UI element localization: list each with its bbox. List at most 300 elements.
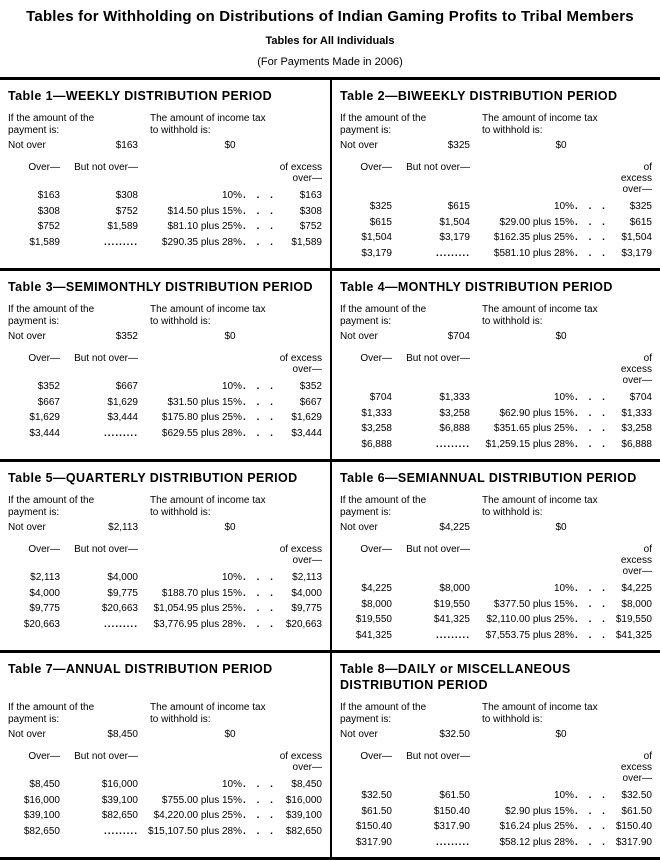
cell-excess-over: $8,450: [291, 779, 322, 790]
payment-amount-label: If the amount of the payment is:: [340, 304, 427, 327]
cell-tax-amount: 10%: [221, 190, 242, 201]
not-over-label: Not over: [8, 522, 46, 533]
cell-but-not-over: $1,504: [439, 216, 470, 228]
column-header-row: [8, 751, 322, 773]
cell-over: $3,258: [361, 423, 392, 434]
not-over-amount: $325: [447, 140, 470, 151]
table-row: [340, 437, 652, 453]
cell-but-not-over: .........: [103, 236, 138, 248]
cell-excess-over: $6,888: [621, 438, 652, 450]
column-header-over: Over—: [360, 162, 392, 173]
leader-dots: . . .: [243, 205, 277, 217]
cell-excess-over: $4,000: [291, 587, 322, 599]
column-header-excess-over: of excess over—: [620, 751, 652, 784]
withhold-amount-label: The amount of income tax to withhold is:: [482, 495, 598, 518]
cell-but-not-over: $1,589: [107, 221, 138, 232]
cell-but-not-over: $61.50: [439, 790, 470, 801]
column-header-but-not-over: But not over—: [74, 544, 138, 555]
cell-but-not-over: .........: [435, 836, 470, 848]
bracket-rows: [8, 777, 322, 839]
withholding-table: [0, 653, 330, 857]
column-header-but-not-over: But not over—: [74, 353, 138, 364]
cell-but-not-over: .........: [103, 427, 138, 439]
leader-dots: . . .: [243, 618, 277, 630]
table-row: [8, 204, 322, 220]
cell-over: $39,100: [23, 810, 60, 821]
cell-excess-over: $39,100: [285, 810, 322, 821]
cell-over: $16,000: [23, 794, 60, 806]
column-header-row: [340, 162, 652, 195]
not-over-label: Not over: [8, 140, 46, 151]
withholding-table: [330, 653, 660, 857]
column-header-but-not-over: But not over—: [406, 751, 470, 762]
payment-amount-label: If the amount of the payment is:: [8, 495, 95, 518]
column-header-but-not-over: But not over—: [406, 162, 470, 173]
table-row: [340, 612, 652, 628]
cell-but-not-over: .........: [103, 825, 138, 837]
cell-but-not-over: $82,650: [101, 810, 138, 821]
leader-dots: . . .: [243, 587, 277, 599]
cell-excess-over: $2,113: [292, 572, 322, 583]
cell-but-not-over: $3,179: [439, 232, 470, 243]
condition-header-row: [340, 113, 652, 136]
cell-over: $19,550: [355, 614, 392, 625]
leader-dots: . . .: [575, 821, 609, 832]
cell-but-not-over: $4,000: [107, 572, 138, 583]
condition-header-row: [340, 702, 652, 725]
cell-but-not-over: $150.40: [433, 805, 470, 817]
table-band: [0, 462, 660, 653]
table-title: Table 3—SEMIMONTHLY DISTRIBUTION PERIOD: [8, 280, 313, 294]
cell-over: $4,225: [361, 583, 392, 594]
cell-tax-amount: 10%: [553, 790, 574, 801]
cell-excess-over: $308: [299, 205, 322, 217]
cell-but-not-over: $317.90: [433, 821, 470, 832]
cell-over: $150.40: [355, 821, 392, 832]
cell-but-not-over: $8,000: [439, 583, 470, 594]
cell-excess-over: $1,504: [621, 232, 652, 243]
table-row: [8, 617, 322, 633]
withholding-table: [0, 462, 330, 650]
cell-but-not-over: $39,100: [101, 794, 138, 806]
cell-tax-amount: $1,259.15 plus 28%: [485, 438, 574, 450]
cell-over: $1,504: [361, 232, 392, 243]
cell-excess-over: $61.50: [621, 805, 652, 817]
cell-but-not-over: $1,629: [107, 396, 138, 408]
cell-excess-over: $4,225: [621, 583, 652, 594]
column-header-row: [8, 353, 322, 375]
cell-excess-over: $3,444: [291, 427, 322, 439]
column-header-excess-over: of excess over—: [279, 162, 322, 184]
leader-dots: . . .: [575, 216, 609, 228]
cell-but-not-over: $16,000: [101, 779, 138, 790]
cell-excess-over: $3,179: [621, 247, 652, 259]
column-header-over: Over—: [360, 544, 392, 555]
not-over-row: [8, 331, 322, 342]
withhold-amount-label: The amount of income tax to withhold is:: [150, 304, 266, 327]
leader-dots: . . .: [575, 629, 609, 641]
leader-dots: . . .: [575, 836, 609, 848]
not-over-label: Not over: [8, 729, 46, 740]
cell-tax-amount: $31.50 plus 15%: [167, 396, 242, 408]
cell-excess-over: $1,333: [621, 407, 652, 419]
cell-tax-amount: $755.00 plus 15%: [161, 794, 242, 806]
not-over-row: [340, 140, 652, 151]
bracket-rows: [340, 390, 652, 452]
not-over-tax: $0: [224, 331, 236, 342]
not-over-amount: $2,113: [108, 522, 138, 533]
withholding-table: [330, 80, 660, 268]
leader-dots: . . .: [575, 423, 609, 434]
payment-amount-label: If the amount of the payment is:: [8, 113, 95, 136]
cell-over: $6,888: [361, 438, 392, 450]
cell-over: $667: [37, 396, 60, 408]
not-over-tax: $0: [555, 729, 567, 740]
leader-dots: . . .: [575, 201, 609, 212]
cell-but-not-over: $1,333: [439, 392, 470, 403]
not-over-amount: $32.50: [439, 729, 470, 740]
not-over-amount: $704: [447, 331, 470, 342]
payment-amount-label: If the amount of the payment is:: [8, 304, 95, 327]
cell-tax-amount: 10%: [221, 381, 242, 392]
cell-over: $704: [369, 392, 392, 403]
cell-excess-over: $163: [299, 190, 322, 201]
leader-dots: . . .: [243, 412, 277, 423]
column-header-over: Over—: [28, 751, 60, 762]
not-over-tax: $0: [224, 729, 236, 740]
cell-tax-amount: 10%: [221, 779, 242, 790]
column-header-over: Over—: [28, 544, 60, 555]
cell-tax-amount: $2.90 plus 15%: [505, 805, 574, 817]
table-row: [340, 835, 652, 851]
cell-but-not-over: $3,258: [439, 407, 470, 419]
cell-over: $41,325: [355, 629, 392, 641]
leader-dots: . . .: [243, 825, 277, 837]
table-title: Table 2—BIWEEKLY DISTRIBUTION PERIOD: [340, 89, 618, 103]
cell-over: $20,663: [23, 618, 60, 630]
cell-tax-amount: $175.80 plus 25%: [161, 412, 242, 423]
not-over-tax: $0: [224, 522, 236, 533]
cell-tax-amount: 10%: [553, 201, 574, 212]
cell-over: $1,629: [29, 412, 60, 423]
table-band: [0, 653, 660, 860]
leader-dots: . . .: [575, 438, 609, 450]
cell-but-not-over: $19,550: [433, 598, 470, 610]
table-row: [340, 804, 652, 820]
table-row: [8, 410, 322, 426]
withhold-amount-label: The amount of income tax to withhold is:: [482, 702, 598, 725]
cell-tax-amount: 10%: [553, 583, 574, 594]
not-over-row: [340, 331, 652, 342]
leader-dots: . . .: [243, 427, 277, 439]
not-over-label: Not over: [340, 522, 378, 533]
cell-over: $2,113: [30, 572, 60, 583]
table-row: [340, 597, 652, 613]
document-header: [0, 0, 660, 68]
cell-tax-amount: $351.65 plus 25%: [493, 423, 574, 434]
table-row: [8, 586, 322, 602]
column-header-excess-over: of excess over—: [620, 544, 652, 577]
table-row: [8, 188, 322, 204]
cell-over: $325: [369, 201, 392, 212]
leader-dots: . . .: [575, 790, 609, 801]
cell-over: $752: [37, 221, 60, 232]
column-header-excess-over: of excess over—: [279, 544, 322, 566]
cell-excess-over: $16,000: [285, 794, 322, 806]
table-band: [0, 271, 660, 462]
cell-excess-over: $704: [629, 392, 652, 403]
column-header-row: [8, 544, 322, 566]
table-row: [8, 601, 322, 617]
cell-excess-over: $150.40: [615, 821, 652, 832]
payment-amount-label: If the amount of the payment is:: [340, 702, 427, 725]
table-title: Table 4—MONTHLY DISTRIBUTION PERIOD: [340, 280, 613, 294]
cell-excess-over: $19,550: [615, 614, 652, 625]
column-header-over: Over—: [28, 353, 60, 364]
table-band: [0, 80, 660, 271]
cell-but-not-over: .........: [435, 629, 470, 641]
bracket-rows: [8, 188, 322, 250]
cell-excess-over: $325: [629, 201, 652, 212]
cell-excess-over: $317.90: [615, 836, 652, 848]
table-row: [340, 788, 652, 804]
leader-dots: . . .: [575, 392, 609, 403]
not-over-amount: $4,225: [439, 522, 470, 533]
cell-tax-amount: $15,107.50 plus 28%: [148, 825, 242, 837]
withhold-amount-label: The amount of income tax to withhold is:: [150, 702, 266, 725]
cell-over: $352: [37, 381, 60, 392]
cell-but-not-over: .........: [435, 247, 470, 259]
table-row: [340, 230, 652, 246]
table-title: Table 1—WEEKLY DISTRIBUTION PERIOD: [8, 89, 273, 103]
table-row: [8, 219, 322, 235]
not-over-tax: $0: [555, 331, 567, 342]
bracket-rows: [340, 788, 652, 850]
cell-tax-amount: $162.35 plus 25%: [493, 232, 574, 243]
column-header-but-not-over: But not over—: [406, 544, 470, 555]
cell-tax-amount: $62.90 plus 15%: [499, 407, 574, 419]
cell-tax-amount: $4,220.00 plus 25%: [153, 810, 242, 821]
column-header-excess-over: of excess over—: [620, 162, 652, 195]
table-row: [8, 777, 322, 793]
cell-but-not-over: $615: [447, 201, 470, 212]
withholding-table: [330, 462, 660, 650]
bracket-rows: [340, 581, 652, 643]
cell-tax-amount: $81.10 plus 25%: [167, 221, 242, 232]
condition-header-row: [8, 702, 322, 725]
condition-header-row: [340, 304, 652, 327]
cell-but-not-over: $752: [115, 205, 138, 217]
payments-year-note: (For Payments Made in 2006): [257, 56, 403, 68]
table-row: [8, 426, 322, 442]
cell-tax-amount: $29.00 plus 15%: [499, 216, 574, 228]
column-header-excess-over: of excess over—: [620, 353, 652, 386]
column-header-row: [340, 544, 652, 577]
column-header-but-not-over: But not over—: [74, 751, 138, 762]
bracket-rows: [8, 379, 322, 441]
cell-but-not-over: $667: [115, 381, 138, 392]
cell-tax-amount: 10%: [553, 392, 574, 403]
cell-tax-amount: $290.35 plus 28%: [161, 236, 242, 248]
bracket-rows: [8, 570, 322, 632]
column-header-row: [340, 751, 652, 784]
cell-excess-over: $3,258: [621, 423, 652, 434]
cell-over: $82,650: [23, 825, 60, 837]
table-row: [8, 379, 322, 395]
cell-but-not-over: .........: [103, 618, 138, 630]
cell-tax-amount: $2,110.00 plus 25%: [486, 614, 574, 625]
not-over-label: Not over: [340, 140, 378, 151]
cell-over: $163: [37, 190, 60, 201]
cell-over: $1,589: [29, 236, 60, 248]
payment-amount-label: If the amount of the payment is:: [340, 113, 427, 136]
withholding-table: [0, 80, 330, 268]
table-row: [340, 421, 652, 437]
table-row: [8, 808, 322, 824]
table-title: Table 7—ANNUAL DISTRIBUTION PERIOD: [8, 662, 273, 676]
page-title: Tables for Withholding on Distributions of Indian Gaming Profits to Tribal Members: [26, 8, 634, 25]
table-row: [340, 215, 652, 231]
cell-but-not-over: $41,325: [433, 614, 470, 625]
cell-over: $317.90: [355, 836, 392, 848]
cell-over: $8,000: [361, 598, 392, 610]
cell-over: $1,333: [361, 407, 392, 419]
cell-tax-amount: $188.70 plus 15%: [161, 587, 242, 599]
not-over-tax: $0: [224, 140, 236, 151]
bracket-rows: [340, 199, 652, 261]
leader-dots: . . .: [243, 810, 277, 821]
page-subtitle: Tables for All Individuals: [265, 35, 395, 47]
withholding-table: [330, 271, 660, 459]
table-row: [340, 246, 652, 262]
tables-grid: [0, 77, 660, 860]
leader-dots: . . .: [243, 381, 277, 392]
payment-amount-label: If the amount of the payment is:: [8, 702, 95, 725]
condition-header-row: [8, 113, 322, 136]
not-over-row: [8, 729, 322, 740]
condition-header-row: [8, 495, 322, 518]
condition-header-row: [340, 495, 652, 518]
column-header-but-not-over: But not over—: [74, 162, 138, 173]
cell-but-not-over: $6,888: [439, 423, 470, 434]
cell-excess-over: $9,775: [291, 603, 322, 614]
not-over-row: [8, 140, 322, 151]
cell-over: $9,775: [29, 603, 60, 614]
column-header-excess-over: of excess over—: [279, 353, 322, 375]
cell-excess-over: $667: [299, 396, 322, 408]
not-over-row: [8, 522, 322, 533]
leader-dots: . . .: [575, 247, 609, 259]
table-title: Table 6—SEMIANNUAL DISTRIBUTION PERIOD: [340, 471, 637, 485]
cell-over: $308: [37, 205, 60, 217]
not-over-label: Not over: [340, 331, 378, 342]
cell-tax-amount: $3,776.95 plus 28%: [153, 618, 242, 630]
cell-excess-over: $82,650: [285, 825, 322, 837]
column-header-over: Over—: [28, 162, 60, 173]
cell-excess-over: $752: [299, 221, 322, 232]
table-row: [8, 395, 322, 411]
not-over-row: [340, 522, 652, 533]
table-title: Table 8—DAILY or MISCELLANEOUS DISTRIBUTION PERIOD: [340, 662, 571, 692]
not-over-amount: $8,450: [107, 729, 138, 740]
leader-dots: . . .: [575, 598, 609, 610]
cell-excess-over: $32.50: [621, 790, 652, 801]
column-header-over: Over—: [360, 353, 392, 364]
not-over-amount: $163: [115, 140, 138, 151]
column-header-over: Over—: [360, 751, 392, 762]
cell-excess-over: $1,629: [291, 412, 322, 423]
cell-but-not-over: $3,444: [107, 412, 138, 423]
not-over-label: Not over: [340, 729, 378, 740]
leader-dots: . . .: [243, 572, 277, 583]
table-row: [8, 824, 322, 840]
leader-dots: . . .: [575, 805, 609, 817]
leader-dots: . . .: [243, 603, 277, 614]
table-row: [8, 793, 322, 809]
leader-dots: . . .: [243, 779, 277, 790]
cell-tax-amount: $7,553.75 plus 28%: [485, 629, 574, 641]
cell-tax-amount: $581.10 plus 28%: [493, 247, 574, 259]
column-header-row: [340, 353, 652, 386]
leader-dots: . . .: [575, 407, 609, 419]
withhold-amount-label: The amount of income tax to withhold is:: [150, 113, 266, 136]
cell-excess-over: $1,589: [291, 236, 322, 248]
cell-over: $32.50: [361, 790, 392, 801]
leader-dots: . . .: [243, 190, 277, 201]
cell-excess-over: $352: [299, 381, 322, 392]
cell-but-not-over: $9,775: [107, 587, 138, 599]
table-row: [8, 570, 322, 586]
cell-over: $3,444: [29, 427, 60, 439]
withhold-amount-label: The amount of income tax to withhold is:: [482, 304, 598, 327]
leader-dots: . . .: [243, 236, 277, 248]
cell-over: $8,450: [29, 779, 60, 790]
cell-tax-amount: $14.50 plus 15%: [167, 205, 242, 217]
cell-over: $3,179: [361, 247, 392, 259]
not-over-row: [340, 729, 652, 740]
table-row: [340, 581, 652, 597]
table-row: [340, 199, 652, 215]
condition-header-row: [8, 304, 322, 327]
payment-amount-label: If the amount of the payment is:: [340, 495, 427, 518]
cell-excess-over: $615: [629, 216, 652, 228]
cell-but-not-over: $20,663: [101, 603, 138, 614]
not-over-tax: $0: [555, 522, 567, 533]
cell-tax-amount: $377.50 plus 15%: [493, 598, 574, 610]
cell-excess-over: $41,325: [615, 629, 652, 641]
cell-over: $61.50: [361, 805, 392, 817]
table-row: [340, 406, 652, 422]
table-row: [8, 235, 322, 251]
cell-excess-over: $8,000: [621, 598, 652, 610]
table-title: Table 5—QUARTERLY DISTRIBUTION PERIOD: [8, 471, 298, 485]
cell-over: $615: [369, 216, 392, 228]
cell-tax-amount: $1,054.95 plus 25%: [153, 603, 242, 614]
table-row: [340, 390, 652, 406]
not-over-amount: $352: [115, 331, 138, 342]
not-over-label: Not over: [8, 331, 46, 342]
cell-tax-amount: $58.12 plus 28%: [499, 836, 574, 848]
cell-tax-amount: 10%: [221, 572, 242, 583]
column-header-but-not-over: But not over—: [406, 353, 470, 364]
cell-tax-amount: $629.55 plus 28%: [161, 427, 242, 439]
table-row: [340, 819, 652, 835]
column-header-excess-over: of excess over—: [279, 751, 322, 773]
withhold-amount-label: The amount of income tax to withhold is:: [482, 113, 598, 136]
leader-dots: . . .: [243, 396, 277, 408]
withholding-table: [0, 271, 330, 459]
table-row: [340, 628, 652, 644]
